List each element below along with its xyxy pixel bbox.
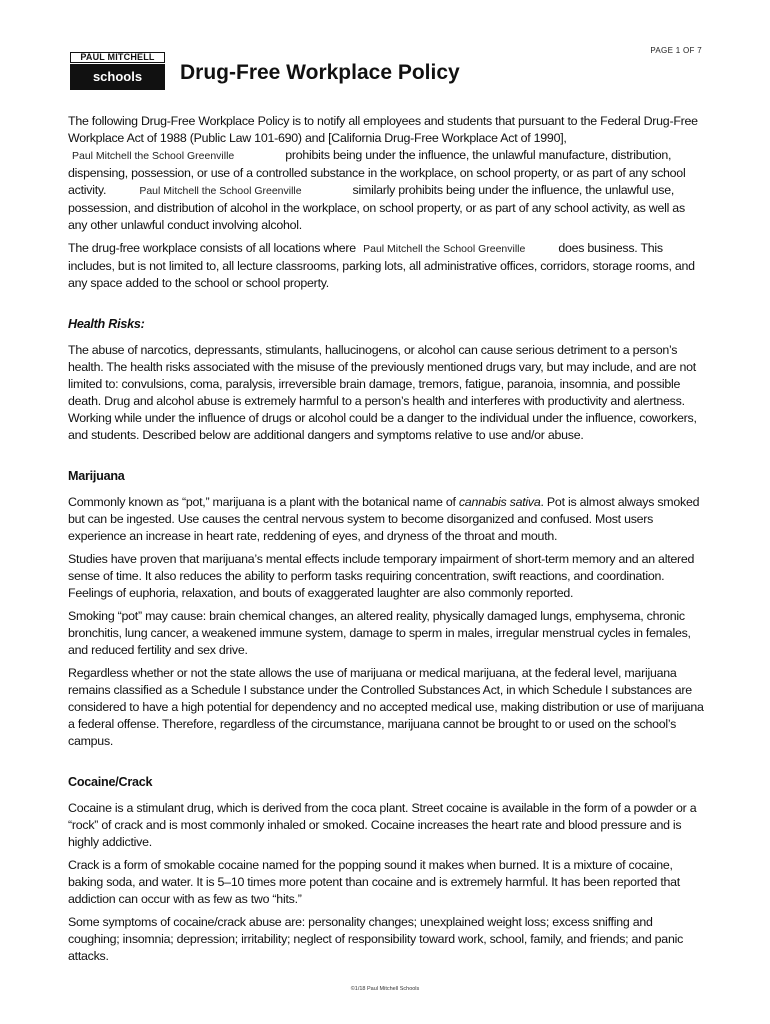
page-number: PAGE 1 OF 7 xyxy=(650,46,702,55)
marijuana-paragraph-3: Smoking “pot” may cause: brain chemical changes, an altered reality, physically damaged lungs, emphysema, chronic bronchitis, lung cancer, a weakened immune system, damage to sperm in males, irregular menstrual cycles in females, and reduced fertility and sex drive. xyxy=(68,609,691,657)
marijuana-paragraph-2: Studies have proven that marijuana’s mental effects include temporary impairment of short-term memory and an altered sense of time. It also reduces the ability to perform tasks requiring concentration, swift reactions, and coordination. Feelings of euphoria, relaxation, and bouts of exaggerated laughter are also commonly reported. xyxy=(68,552,695,600)
workplace-paragraph xyxy=(68,240,704,292)
intro-text-a: The following Drug-Free Workplace Policy is to notify all employees and students that pursuant to the Federal Drug-Free Workplace Act of 1988 (Public Law 101-690) and [California Drug-Free Workplace Act of 1990], xyxy=(68,114,698,145)
copyright-footer: ©1/18 Paul Mitchell Schools xyxy=(350,986,420,992)
marijuana-text-b: . Pot is almost always smoked but can be ingested. Use causes the central nervous system to become disorganized and confused. Most users experience an increase in heart rate, reddening of eyes, and dryness of the throat and mouth. xyxy=(68,495,700,543)
marijuana-heading: Marijuana xyxy=(68,469,125,483)
marijuana-paragraph-1 xyxy=(68,494,704,545)
cocaine-paragraph-1: Cocaine is a stimulant drug, which is derived from the coca plant. Street cocaine is available in the form of a powder or a “rock” of crack and is most commonly inhaled or smoked. Cocaine increases the heart rate and blood pressure and is highly addictive. xyxy=(68,801,697,849)
health-risks-paragraph: The abuse of narcotics, depressants, stimulants, hallucinogens, or alcohol can cause serious detriment to a person’s health. The health risks associated with the misuse of the previously mentioned drugs vary, but may include, and are not limited to: convulsions, coma, paralysis, irreversible brain damage, tremors, fatigue, paranoia, insomnia, and possible death. Drug and alcohol abuse is extremely harmful to a person’s health and interferes with productivity and alertness. Working while under the influence of drugs or alcohol could be a danger to the individual under the influence, coworkers, and students. Described below are additional dangers and symptoms relative to use and/or abuse. xyxy=(68,343,697,442)
school-name-field: Paul Mitchell the School Greenville xyxy=(139,185,302,197)
intro-text-c: similarly prohibits being under the influence, the unlawful use, possession, and distribution of alcohol in the workplace, on school property, or as part of any school activity, as well as any other unlawful conduct involving alcohol. xyxy=(68,183,685,232)
logo-schools: schools xyxy=(70,64,165,90)
page-title: Drug-Free Workplace Policy xyxy=(180,61,460,84)
intro-paragraph xyxy=(68,113,704,234)
logo-wordmark: PAUL MITCHELL xyxy=(70,52,165,63)
botanical-name: cannabis sativa xyxy=(458,495,541,509)
health-risks-heading: Health Risks: xyxy=(68,317,145,331)
policy-body xyxy=(68,113,704,971)
cocaine-paragraph-3: Some symptoms of cocaine/crack abuse are: personality changes; unexplained weight loss; excess sniffing and coughing; insomnia; depression; irritability; neglect of responsibility toward work, school, family, and friends; and panic attacks. xyxy=(68,915,684,963)
marijuana-text-a: Commonly known as “pot,” marijuana is a plant with the botanical name of xyxy=(68,495,456,509)
workplace-text-b: does business. This includes, but is not limited to, all lecture classrooms, parking lots, all administrative offices, corridors, storage rooms, and any space added to the school or school property. xyxy=(68,241,695,290)
intro-text-b: prohibits being under the influence, the unlawful manufacture, distribution, dispensing, possession, or use of a controlled substance in the workplace, on school property, or as part of any school activity. xyxy=(68,148,686,197)
cocaine-heading: Cocaine/Crack xyxy=(68,775,153,789)
marijuana-paragraph-4: Regardless whether or not the state allows the use of marijuana or medical marijuana, at the federal level, marijuana remains classified as a Schedule I substance under the Controlled Substances Act, in which Schedule I substances are considered to have a high potential for dependency and no accepted medical use, making distribution or use of marijuana a federal offense. Therefore, regardless of the circumstance, marijuana cannot be brought to or used on the school’s campus. xyxy=(68,666,704,748)
school-name-field: Paul Mitchell the School Greenville xyxy=(72,150,235,162)
cocaine-paragraph-2: Crack is a form of smokable cocaine named for the popping sound it makes when burned. It is a mixture of cocaine, baking soda, and water. It is 5–10 times more potent than cocaine and is extremely harmful. It has been reported that addiction can occur with as few as two “hits.” xyxy=(68,858,680,906)
paul-mitchell-logo xyxy=(70,52,165,90)
school-name-field: Paul Mitchell the School Greenville xyxy=(363,243,526,255)
workplace-text-a: The drug-free workplace consists of all locations where xyxy=(68,241,356,255)
